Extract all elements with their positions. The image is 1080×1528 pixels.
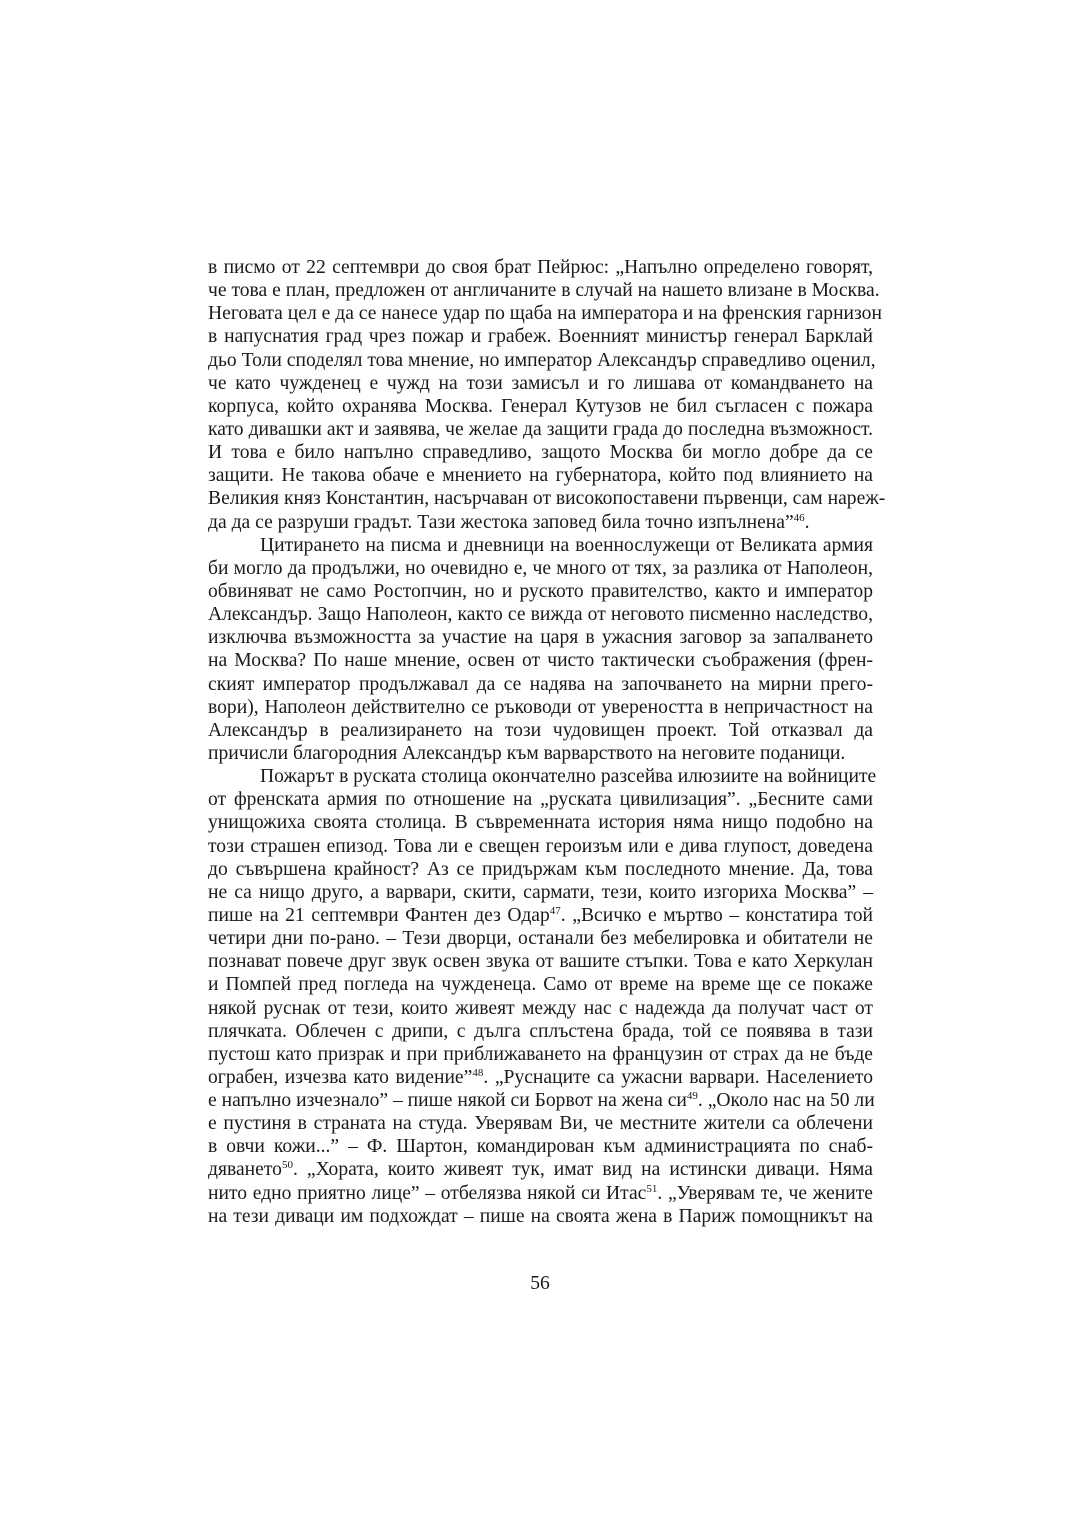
line-text: пише на 21 септември Фантен дез Одар xyxy=(208,904,550,926)
line-text: на тези диваци им подхождат – пише на своята жена в Париж помощникът на xyxy=(208,1205,873,1227)
line-text-after-footnote: . „Руснаците са ужасни варвари. Населението xyxy=(483,1066,873,1088)
text-line xyxy=(208,626,873,649)
text-line xyxy=(208,580,873,603)
line-text: в напуснатия град чрез пожар и грабеж. Военният министър генерал Барклай xyxy=(208,326,873,348)
text-line xyxy=(208,349,876,372)
line-text: нито едно приятно лице” – отбелязва някой си Итас xyxy=(208,1182,647,1204)
line-text: да да се разруши градът. Тази жестока заповед била точно изпълнена” xyxy=(208,511,794,533)
text-line xyxy=(208,835,873,858)
text-line xyxy=(208,511,873,534)
line-text: и Помпей пред погледа на чужденеца. Само от време на време ще се покаже xyxy=(208,974,873,996)
text-line xyxy=(208,973,873,996)
line-text: четири дни по-рано. – Тези дворци, останали без мебелировка и обитатели не xyxy=(208,928,873,950)
line-text: ският император продължавал да се надява на започването на мирни прего- xyxy=(208,673,873,695)
line-text: корпуса, който охранява Москва. Генерал Кутузов не бил съгласен с пожара xyxy=(208,395,873,417)
line-text-after-footnote: . xyxy=(804,511,810,533)
line-text: като дивашки акт и заявява, че желае да защити града до последна възможност. xyxy=(208,418,873,440)
page-number: 56 xyxy=(530,1273,550,1294)
footnote-marker: 48 xyxy=(472,1066,484,1079)
text-line xyxy=(208,534,873,557)
line-text: Цитирането на писма и дневници на военнослужещи от Великата армия xyxy=(260,534,873,556)
text-line xyxy=(208,1066,873,1089)
text-line xyxy=(208,395,873,418)
line-text: от френската армия по отношение на „руската цивилизация”. „Бесните сами xyxy=(208,789,873,811)
line-text: в овчи кожи...” – Ф. Шартон, командирован към администрацията по снаб- xyxy=(208,1136,873,1158)
text-line xyxy=(208,464,873,487)
text-line xyxy=(208,1135,873,1158)
text-line xyxy=(208,742,873,765)
text-line xyxy=(208,1089,873,1112)
text-line xyxy=(208,279,880,302)
text-line xyxy=(208,904,873,927)
text-line xyxy=(208,325,873,348)
line-text: е напълно изчезнало” – пише някой си Борвот на жена си xyxy=(208,1090,687,1112)
line-text-after-footnote: . „Около нас на 50 ли xyxy=(697,1090,875,1112)
line-text-after-footnote: . „Уверявам те, че жените xyxy=(657,1182,873,1204)
text-line xyxy=(208,557,873,580)
line-text: Неговата цел е да се нанесе удар по щаба на императора и на френския гарнизон xyxy=(208,303,882,325)
text-line xyxy=(208,858,873,881)
text-line xyxy=(208,372,873,395)
line-text: би могло да продължи, но очевидно е, че много от тях, за разлика от Наполеон, xyxy=(208,557,873,579)
text-line xyxy=(208,649,873,672)
line-text: плячката. Облечен с дрипи, с дълга сплъстена брада, той се появява в тази xyxy=(208,1020,873,1042)
body-text xyxy=(208,256,886,1228)
line-text: не са нищо друго, а варвари, скити, сармати, тези, които изгориха Москва” – xyxy=(208,881,873,903)
text-line xyxy=(208,487,886,510)
text-line xyxy=(208,1205,873,1228)
line-text: причисли благородния Александър към варварството на неговите поданици. xyxy=(208,742,846,764)
line-text: защити. Не такова обаче е мнението на губернатора, който под влиянието на xyxy=(208,465,873,487)
text-line xyxy=(208,256,873,279)
footnote-marker: 51 xyxy=(646,1182,658,1195)
text-line xyxy=(208,418,873,441)
line-text: вори), Наполеон действително се ръководи от увереността в непричастност на xyxy=(208,696,873,718)
text-line xyxy=(208,927,873,950)
text-line xyxy=(208,788,873,811)
line-text: ограбен, изчезва като видение” xyxy=(208,1066,473,1088)
text-line xyxy=(208,719,873,742)
line-text: дяването xyxy=(208,1159,282,1181)
footnote-marker: 50 xyxy=(281,1159,293,1172)
text-line xyxy=(208,950,873,973)
line-text-after-footnote: . „Всичко е мъртво – констатира той xyxy=(560,904,873,926)
line-text: че това е план, предложен от англичаните в случай на нашето влизане в Москва. xyxy=(208,280,880,302)
line-text: унищожиха своята столица. В съвременната история няма нищо подобно на xyxy=(208,812,873,834)
line-text-after-footnote: . „Хората, които живеят тук, имат вид на истински диваци. Няма xyxy=(292,1159,873,1181)
text-line xyxy=(208,673,873,696)
text-line xyxy=(208,603,873,626)
text-line xyxy=(208,881,873,904)
line-text: този страшен епизод. Това ли е свещен героизъм или е дива глупост, доведена xyxy=(208,835,873,857)
line-text: познават повече друг звук освен звука от вашите стъпки. Това е като Херкулан xyxy=(208,951,873,973)
line-text: Александър в реализирането на този чудовищен проект. Той отказвал да xyxy=(208,719,873,741)
line-text: пустош като призрак и при приближаването на французин от страх да не бъде xyxy=(208,1043,873,1065)
text-line xyxy=(208,1112,873,1135)
line-text: е пустиня в страната на студа. Уверявам Ви, че местните жители са облечени xyxy=(208,1113,873,1135)
text-line xyxy=(208,765,877,788)
line-text: до съвършена крайност? Аз се придържам към последното мнение. Да, това xyxy=(208,858,873,880)
text-line xyxy=(208,696,873,719)
footnote-marker: 46 xyxy=(793,511,805,524)
line-text: Великия княз Константин, насърчаван от високопоставени първенци, сам нареж- xyxy=(208,488,886,510)
line-text: изключва възможността за участие на царя в ужасния заговор за запалването xyxy=(208,627,873,649)
text-line xyxy=(208,997,873,1020)
line-text: дьо Толи споделял това мнение, но император Александър справедливо оценил, xyxy=(208,349,876,371)
text-line xyxy=(208,441,873,464)
line-text: обвиняват не само Ростопчин, но и руското правителство, както и император xyxy=(208,580,873,602)
text-line xyxy=(208,811,873,834)
line-text: в писмо от 22 септември до своя брат Пейрюс: „Напълно определено говорят, xyxy=(208,257,873,278)
line-text: Пожарът в руската столица окончателно разсейва илюзиите на войниците xyxy=(260,766,877,788)
line-text: че като чужденец е чужд на този замисъл и го лишава от командването на xyxy=(208,372,873,394)
line-text: И това е било напълно справедливо, защото Москва би могло добре да се xyxy=(208,442,873,464)
line-text: на Москва? По наше мнение, освен от чисто тактически съображения (френ- xyxy=(208,650,873,672)
footnote-marker: 47 xyxy=(549,904,561,917)
line-text: някой руснак от тези, които живеят между нас с надежда да получат част от xyxy=(208,997,873,1019)
text-line xyxy=(208,1182,873,1205)
text-line xyxy=(208,302,882,325)
line-text: Александър. Защо Наполеон, както се вижда от неговото писменно наследство, xyxy=(208,604,873,626)
text-line xyxy=(208,1158,873,1181)
text-line xyxy=(208,1020,873,1043)
footnote-marker: 49 xyxy=(686,1090,698,1103)
text-line xyxy=(208,1043,873,1066)
